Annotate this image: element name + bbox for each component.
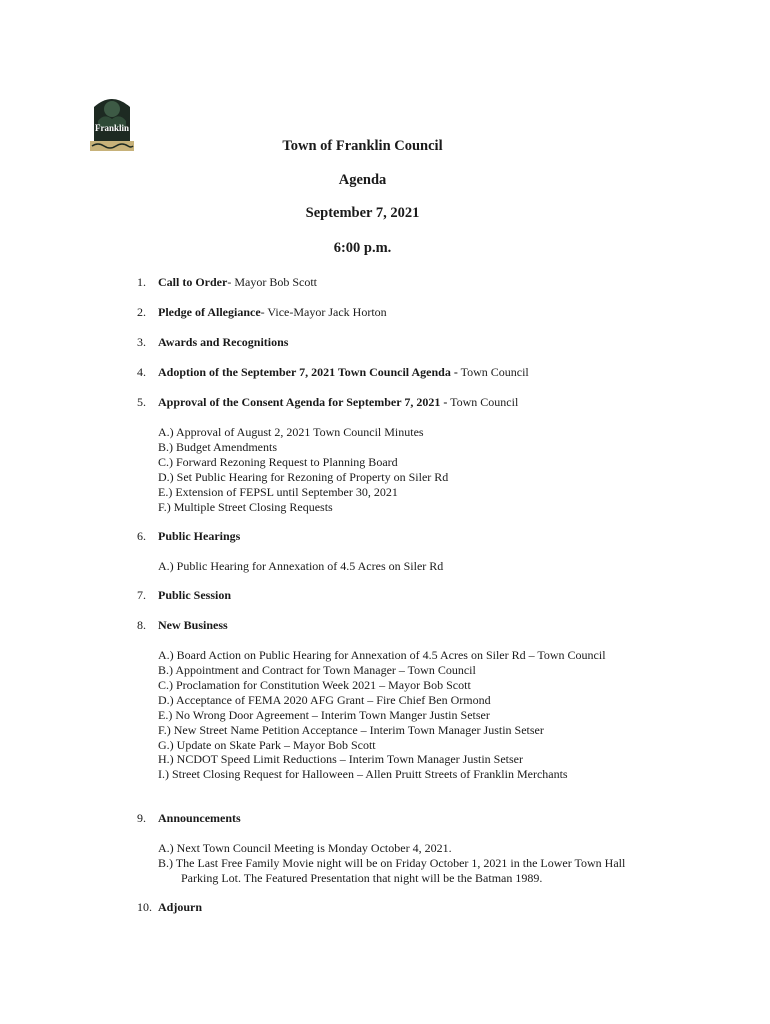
new-business-subitem: F.) New Street Name Petition Acceptance – Interim Town Manager Justin Setser xyxy=(158,723,544,737)
item-title: Adoption of the September 7, 2021 Town Council Agenda - xyxy=(158,365,458,379)
item-title: Public Hearings xyxy=(158,529,241,543)
item-number: 7. xyxy=(137,588,146,602)
consent-subitem: B.) Budget Amendments xyxy=(158,440,277,454)
consent-subitem: E.) Extension of FEPSL until September 30, 2021 xyxy=(158,485,398,499)
item-title: Announcements xyxy=(158,811,241,825)
meeting-time: 6:00 p.m. xyxy=(333,240,392,256)
item-presenter: - Vice-Mayor Jack Horton xyxy=(260,305,387,319)
announcement-subitem: B.) The Last Free Family Movie night will be on Friday October 1, 2021 in the Lower Town Hall xyxy=(158,856,626,870)
item-number: 2. xyxy=(137,305,146,319)
consent-subitem: F.) Multiple Street Closing Requests xyxy=(158,500,333,514)
new-business-subitem: D.) Acceptance of FEMA 2020 AFG Grant – Fire Chief Ben Ormond xyxy=(158,693,491,707)
item-title: Awards and Recognitions xyxy=(158,335,289,349)
new-business-subitem: C.) Proclamation for Constitution Week 2021 – Mayor Bob Scott xyxy=(158,678,471,692)
council-title: Town of Franklin Council xyxy=(282,138,443,154)
announcement-subitem: A.) Next Town Council Meeting is Monday October 4, 2021. xyxy=(158,841,452,855)
item-presenter: Town Council xyxy=(447,395,519,409)
new-business-subitem: A.) Board Action on Public Hearing for Annexation of 4.5 Acres on Siler Rd – Town Council xyxy=(158,648,606,662)
item-title: Adjourn xyxy=(158,900,203,914)
item-title: Call to Order xyxy=(158,275,228,289)
item-title: Pledge of Allegiance xyxy=(158,305,261,319)
item-number: 4. xyxy=(137,365,146,379)
item-number: 9. xyxy=(137,811,146,825)
item-title: New Business xyxy=(158,618,228,632)
consent-subitem: A.) Approval of August 2, 2021 Town Council Minutes xyxy=(158,425,424,439)
item-title: Public Session xyxy=(158,588,232,602)
item-number: 1. xyxy=(137,275,146,289)
new-business-subitem: H.) NCDOT Speed Limit Reductions – Interim Town Manager Justin Setser xyxy=(158,752,524,766)
new-business-subitem: G.) Update on Skate Park – Mayor Bob Scott xyxy=(158,738,376,752)
item-presenter: - Mayor Bob Scott xyxy=(227,275,317,289)
consent-subitem: D.) Set Public Hearing for Rezoning of Property on Siler Rd xyxy=(158,470,449,484)
hearing-subitem: A.) Public Hearing for Annexation of 4.5 Acres on Siler Rd xyxy=(158,559,444,573)
item-number: 3. xyxy=(137,335,146,349)
announcement-continuation: Parking Lot. The Featured Presentation that night will be the Batman 1989. xyxy=(181,871,543,885)
agenda-title: Agenda xyxy=(338,172,387,188)
item-number: 5. xyxy=(137,395,146,409)
item-presenter: Town Council xyxy=(457,365,529,379)
item-number: 6. xyxy=(137,529,146,543)
logo-text: Franklin xyxy=(94,123,130,133)
item-title: Approval of the Consent Agenda for September 7, 2021 - xyxy=(158,395,448,409)
new-business-subitem: B.) Appointment and Contract for Town Manager – Town Council xyxy=(158,663,476,677)
consent-subitem: C.) Forward Rezoning Request to Planning Board xyxy=(158,455,398,469)
meeting-date: September 7, 2021 xyxy=(305,205,420,221)
item-number: 8. xyxy=(137,618,146,632)
new-business-subitem: I.) Street Closing Request for Halloween – Allen Pruitt Streets of Franklin Merchants xyxy=(158,767,568,781)
new-business-subitem: E.) No Wrong Door Agreement – Interim Town Manger Justin Setser xyxy=(158,708,490,722)
item-number: 10. xyxy=(137,900,152,914)
